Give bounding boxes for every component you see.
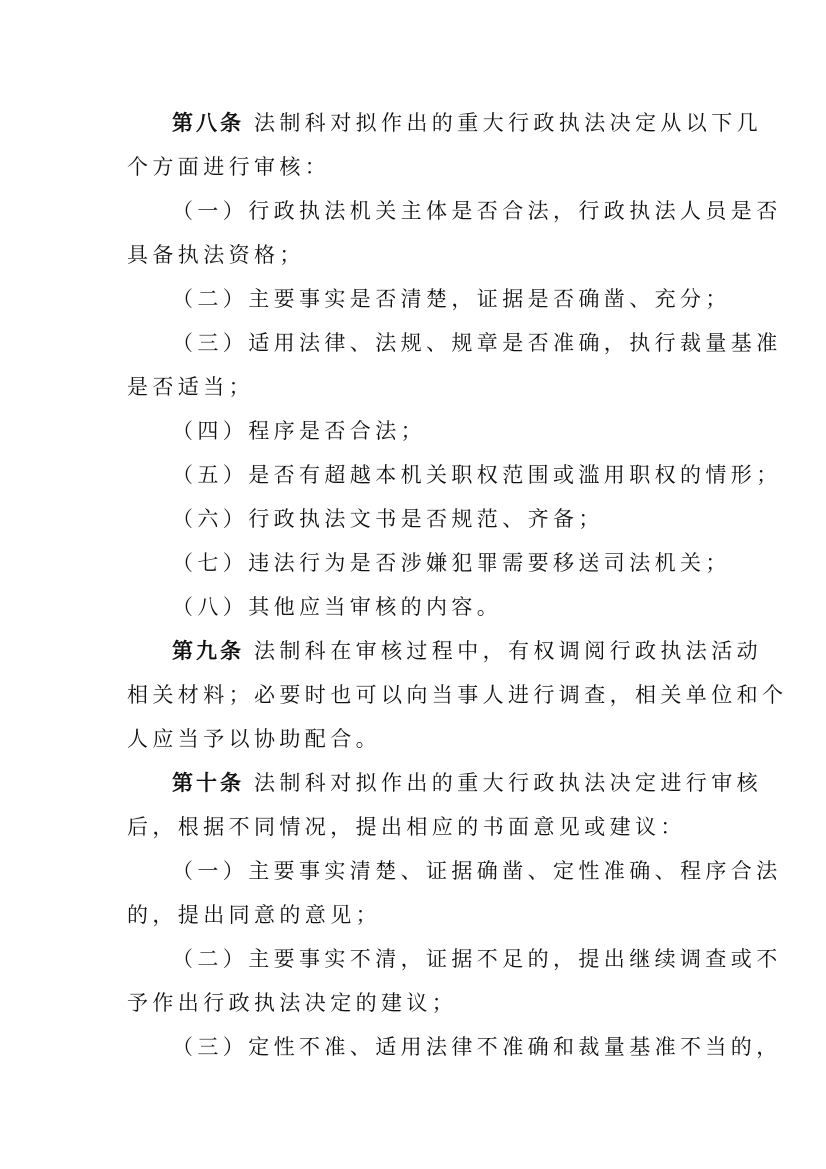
- article10-item1-line2: 的，提出同意的意见；: [127, 903, 381, 927]
- article10-heading: 第十条: [172, 771, 244, 795]
- article9-paragraph: [172, 638, 762, 664]
- article10-item3-line1: （三）定性不准、适用法律不准确和裁量基准不当的，: [172, 1035, 782, 1059]
- article8-item7: （七）违法行为是否涉嫌犯罪需要移送司法机关；: [172, 551, 731, 575]
- article8-item3-line2: 是否适当；: [127, 375, 254, 399]
- article8-item5: （五）是否有超越本机关职权范围或滥用职权的情形；: [172, 463, 782, 487]
- article8-paragraph: [172, 110, 762, 136]
- article8-text-line1: 法制科对拟作出的重大行政执法决定从以下几: [254, 111, 762, 135]
- article8-item1-line1: （一）行政执法机关主体是否合法，行政执法人员是否: [172, 199, 782, 223]
- article10-paragraph: [172, 770, 762, 796]
- article9-text-line3: 人应当予以协助配合。: [127, 727, 381, 751]
- article8-heading: 第八条: [172, 111, 244, 135]
- article9-text-line1: 法制科在审核过程中，有权调阅行政执法活动: [254, 639, 762, 663]
- article8-item1-line2: 具备执法资格；: [127, 243, 305, 267]
- article9-text-line2: 相关材料；必要时也可以向当事人进行调查，相关单位和个: [127, 683, 788, 707]
- article10-text-line1: 法制科对拟作出的重大行政执法决定进行审核: [254, 771, 762, 795]
- article8-item8: （八）其他应当审核的内容。: [172, 595, 503, 619]
- article8-item4: （四）程序是否合法；: [172, 419, 426, 443]
- article10-item2-line2: 予作出行政执法决定的建议；: [127, 991, 458, 1015]
- article10-item1-line1: （一）主要事实清楚、证据确凿、定性准确、程序合法: [172, 859, 782, 883]
- article10-item2-line1: （二）主要事实不清，证据不足的，提出继续调查或不: [172, 947, 782, 971]
- article8-item3-line1: （三）适用法律、法规、规章是否准确，执行裁量基准: [172, 331, 782, 355]
- article9-heading: 第九条: [172, 639, 244, 663]
- article8-item2: （二）主要事实是否清楚，证据是否确凿、充分；: [172, 287, 731, 311]
- article10-text-line2: 后，根据不同情况，提出相应的书面意见或建议：: [127, 815, 686, 839]
- article8-item6: （六）行政执法文书是否规范、齐备；: [172, 507, 604, 531]
- article8-text-line2: 个方面进行审核：: [127, 155, 331, 179]
